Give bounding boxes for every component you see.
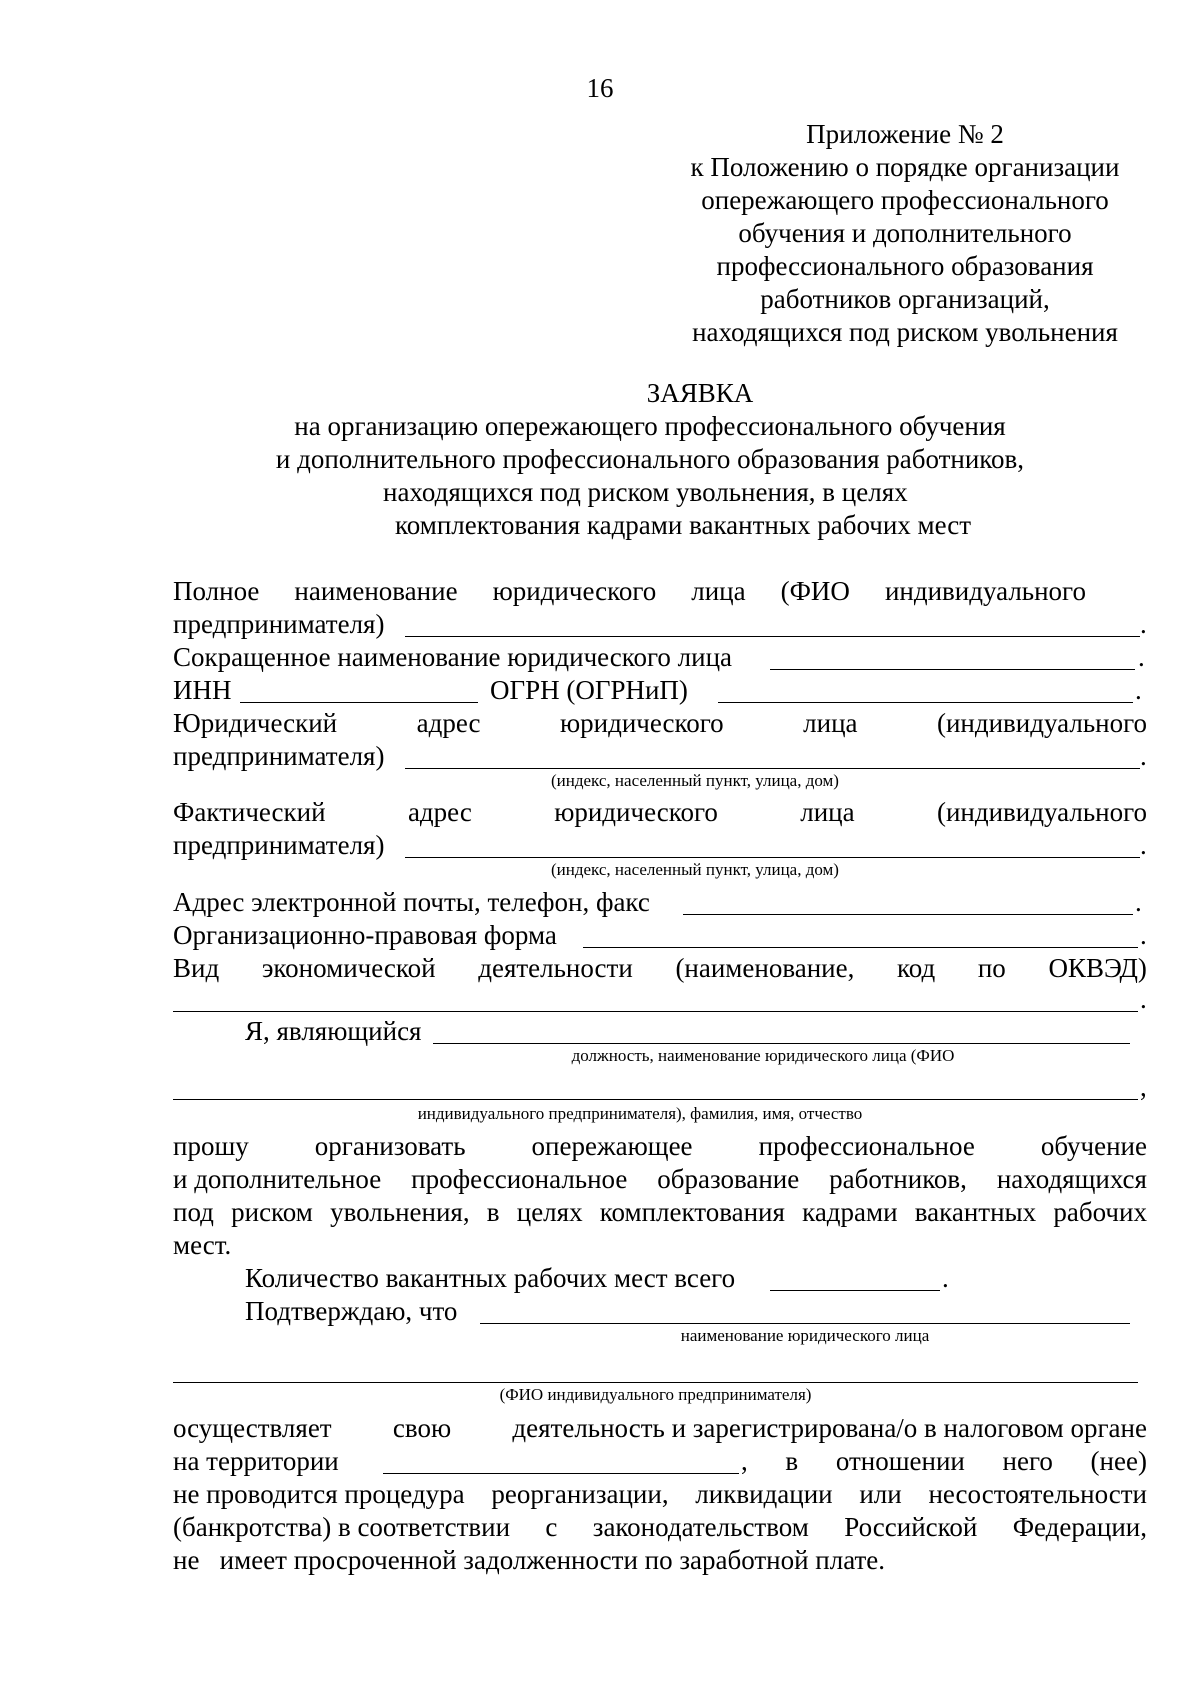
- appendix-line: профессионального образования: [716, 251, 1094, 281]
- short-name-label: Сокращенное наименование юридического лица: [173, 642, 733, 672]
- period: .: [1135, 887, 1142, 917]
- word: код: [896, 953, 936, 983]
- word: экономической: [261, 953, 436, 983]
- word: ОКВЭД): [1048, 953, 1147, 983]
- title-line: и дополнительного профессионального образования работников,: [275, 444, 1025, 474]
- confirm-org-field[interactable]: [480, 1323, 1130, 1324]
- title-line: на организацию опережающего профессионального обучения: [294, 411, 1006, 441]
- word: юридического: [554, 797, 718, 827]
- appendix-line: работников организаций,: [760, 284, 1050, 314]
- word: увольнения,: [330, 1197, 470, 1227]
- final-line: не имеет просроченной задолженности по заработной плате.: [173, 1545, 886, 1575]
- request-line: [173, 1130, 1147, 1162]
- applicant-position-field[interactable]: [433, 1043, 1130, 1044]
- appendix-line: опережающего профессионального: [701, 185, 1109, 215]
- activity-label: [173, 952, 1147, 984]
- word: Фактический: [173, 797, 326, 827]
- word: индивидуального: [884, 576, 1086, 606]
- word: законодательством: [592, 1512, 809, 1542]
- contacts-label: Адрес электронной почты, телефон, факс: [173, 887, 650, 917]
- short-name-field[interactable]: [770, 669, 1135, 670]
- word: кадрами: [802, 1197, 898, 1227]
- appendix-line: к Положению о порядке организации: [690, 152, 1120, 182]
- appendix-line: обучения и дополнительного: [738, 218, 1072, 248]
- applicant-name-field[interactable]: [173, 1099, 1138, 1100]
- request-line: [173, 1163, 1147, 1195]
- word: юридического: [492, 576, 657, 606]
- address-hint: (индекс, населенный пункт, улица, дом): [551, 860, 839, 879]
- legal-form-field[interactable]: [583, 947, 1138, 948]
- vacancies-field[interactable]: [770, 1290, 940, 1291]
- word: прошу: [173, 1131, 249, 1161]
- word: рабочих: [1053, 1197, 1147, 1227]
- word: риском: [231, 1197, 313, 1227]
- period: .: [942, 1263, 949, 1293]
- word: (банкротства) в соответствии: [173, 1512, 511, 1542]
- actual-address-label: [173, 796, 1147, 828]
- word: Юридический: [173, 708, 338, 738]
- word: осуществляет: [173, 1413, 332, 1443]
- confirm-hint: наименование юридического лица: [680, 1326, 930, 1345]
- final-line-end: [741, 1445, 1147, 1477]
- word: адрес: [416, 708, 481, 738]
- word: не проводится процедура: [173, 1479, 465, 1509]
- word: наименование: [294, 576, 458, 606]
- territory-field[interactable]: [383, 1473, 739, 1474]
- applicant-hint: индивидуального предпринимателя), фамилия, имя, отчество: [417, 1104, 863, 1123]
- final-line: [173, 1511, 1147, 1543]
- address-hint: (индекс, населенный пункт, улица, дом): [551, 771, 839, 790]
- legal-form-label: Организационно-правовая форма: [173, 920, 557, 950]
- period: .: [1140, 920, 1147, 950]
- period: .: [1138, 642, 1145, 672]
- final-line: [173, 1478, 1147, 1510]
- final-line-start: на территории: [173, 1446, 339, 1476]
- word: находящихся: [996, 1164, 1147, 1194]
- word: деятельности: [478, 953, 633, 983]
- title-line: находящихся под риском увольнения, в целях: [383, 477, 908, 507]
- word: ,: [741, 1446, 748, 1476]
- word: Полное: [173, 576, 260, 606]
- full-name-field[interactable]: [405, 636, 1140, 637]
- word: юридического: [559, 708, 724, 738]
- word: профессиональное: [411, 1164, 628, 1194]
- full-name-label: [173, 575, 1086, 607]
- period: .: [1140, 830, 1147, 860]
- word: (индивидуального: [936, 797, 1147, 827]
- confirm-label: Подтверждаю, что: [245, 1296, 458, 1326]
- word: Вид: [173, 953, 220, 983]
- ogrn-label: ОГРН (ОГРНиП): [490, 675, 688, 705]
- word: Российской: [844, 1512, 978, 1542]
- word: работников,: [829, 1164, 967, 1194]
- word: в: [785, 1446, 799, 1476]
- entrepreneur-label: предпринимателя): [173, 741, 385, 771]
- entrepreneur-label: предпринимателя): [173, 609, 385, 639]
- comma: ,: [1140, 1072, 1147, 1102]
- word: Федерации,: [1012, 1512, 1147, 1542]
- page-number: 16: [586, 73, 614, 103]
- word: адрес: [407, 797, 472, 827]
- contacts-field[interactable]: [683, 914, 1133, 915]
- request-line: мест.: [173, 1230, 232, 1260]
- period: .: [1140, 609, 1147, 639]
- word: (наименование,: [675, 953, 855, 983]
- word: лица: [691, 576, 746, 606]
- word: целях: [516, 1197, 583, 1227]
- word: (индивидуального: [936, 708, 1147, 738]
- inn-field[interactable]: [240, 702, 478, 703]
- entrepreneur-label: предпринимателя): [173, 830, 385, 860]
- period: .: [1140, 984, 1147, 1014]
- title-heading: ЗАЯВКА: [646, 378, 754, 408]
- confirm-name-field[interactable]: [173, 1382, 1138, 1383]
- legal-address-field[interactable]: [405, 768, 1140, 769]
- word: (ФИО: [780, 576, 850, 606]
- word: лица: [803, 708, 858, 738]
- word: профессиональное: [758, 1131, 975, 1161]
- confirm-hint: (ФИО индивидуального предпринимателя): [499, 1385, 812, 1404]
- word: обучение: [1040, 1131, 1147, 1161]
- word: комплектования: [599, 1197, 785, 1227]
- word: несостоятельности: [928, 1479, 1147, 1509]
- word: образование: [657, 1164, 800, 1194]
- word: вакантных: [914, 1197, 1037, 1227]
- appendix-line: находящихся под риском увольнения: [692, 317, 1118, 347]
- period: .: [1140, 741, 1147, 771]
- vacancies-label: Количество вакантных рабочих мест всего: [245, 1263, 736, 1293]
- word: него: [1002, 1446, 1053, 1476]
- word: отношении: [835, 1446, 965, 1476]
- word: в: [486, 1197, 500, 1227]
- ogrn-field[interactable]: [718, 702, 1133, 703]
- title-line: комплектования кадрами вакантных рабочих мест: [395, 510, 972, 540]
- inn-label: ИНН: [173, 675, 232, 705]
- word: свою: [392, 1413, 452, 1443]
- word: (нее): [1090, 1446, 1147, 1476]
- period: .: [1135, 675, 1142, 705]
- activity-field[interactable]: [173, 1011, 1138, 1012]
- request-line: [173, 1196, 1147, 1228]
- word: реорганизации,: [491, 1479, 669, 1509]
- final-line: [173, 1412, 1147, 1444]
- word: под: [173, 1197, 214, 1227]
- legal-address-label: [173, 707, 1147, 739]
- word: или: [859, 1479, 902, 1509]
- word: и дополнительное: [173, 1164, 382, 1194]
- actual-address-field[interactable]: [405, 857, 1140, 858]
- appendix-line: Приложение № 2: [806, 119, 1004, 149]
- word: с: [545, 1512, 558, 1542]
- word: по: [977, 953, 1006, 983]
- word: деятельность и зарегистрирована/о в налоговом органе: [512, 1413, 1147, 1443]
- applicant-intro: Я, являющийся: [245, 1016, 422, 1046]
- word: организовать: [314, 1131, 466, 1161]
- applicant-hint: должность, наименование юридического лица (ФИО: [571, 1046, 955, 1065]
- word: ликвидации: [695, 1479, 833, 1509]
- word: лица: [800, 797, 855, 827]
- word: опережающее: [531, 1131, 693, 1161]
